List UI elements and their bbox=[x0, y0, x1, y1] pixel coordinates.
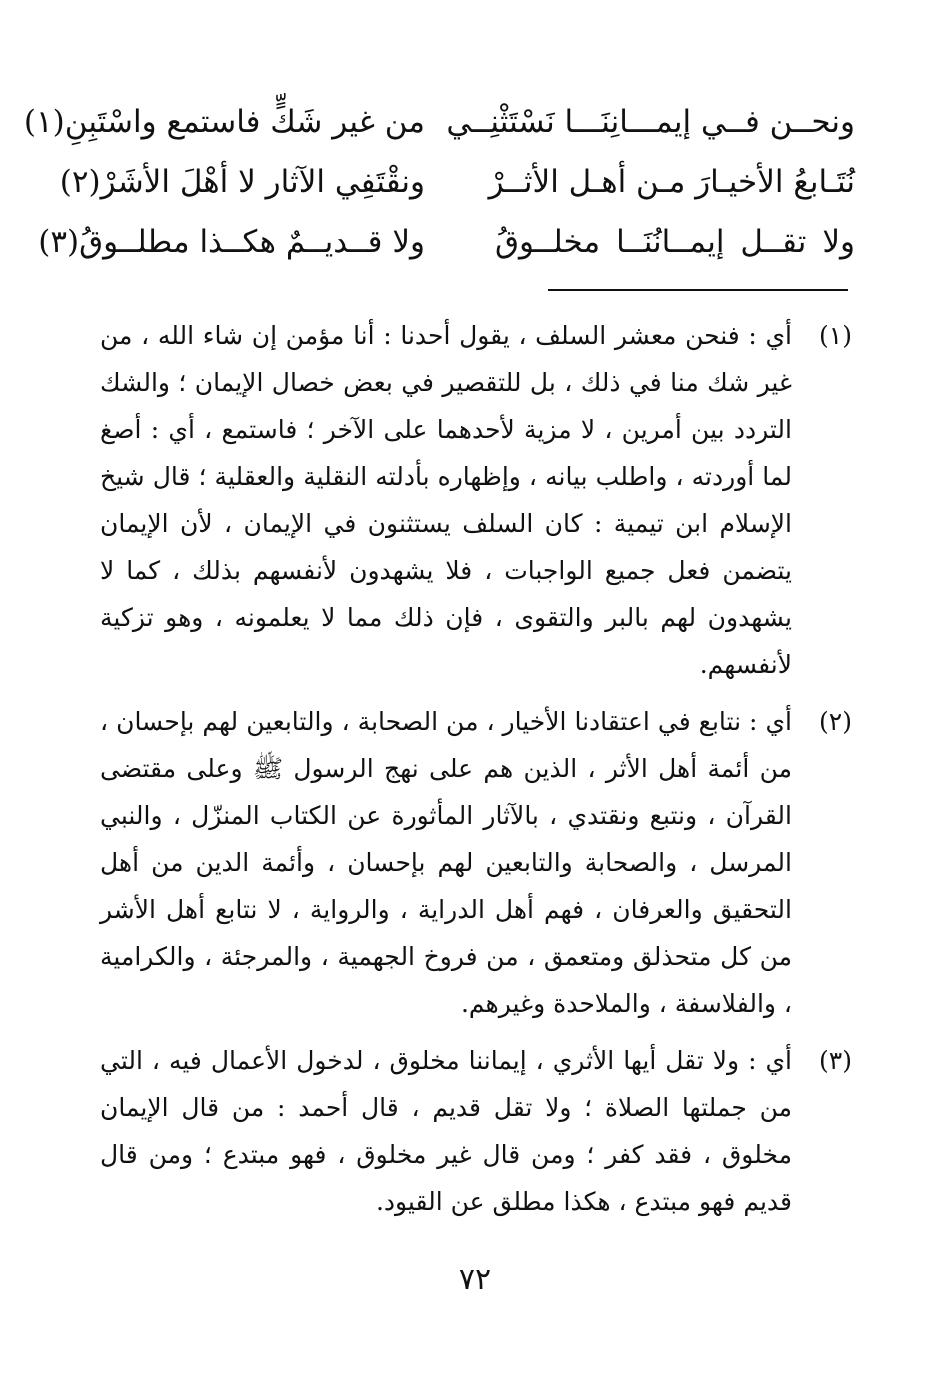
verse-first-hemistich: ولا تقــل إيمــانُنَــا مخلــوقُ bbox=[495, 224, 855, 260]
verse-second-hemistich: من غير شَكٍّ فاستمع واسْتَبِنِ(١) bbox=[23, 104, 425, 140]
footnote-text: أي : فنحن معشر السلف ، يقول أحدنا : أنا مؤمن إن شاء الله ، من غير شك منا في ذلك ، بل للتقصير في بعض خصال الإيمان ؛ والشك التردد بين أمرين ، لا مزية لأحدهما على الآخر ؛ فاستمع ، أي : أصغ لما أوردته ، واطلب بيانه ، وإظهاره بأدلته النقلية والعقلية ؛ قال شيخ الإسلام ابن تيمية : كان السلف يستثنون في الإيمان ، لأن الإيمان يتضمن فعل جميع الواجبات ، فلا يشهدون لأنفسهم بذلك ، كما لا يشهدون لهم بالبر والتقوى ، فإن ذلك مما لا يعلمونه ، وهو تزكية لأنفسهم. bbox=[100, 321, 793, 679]
footnote-number: (١) bbox=[819, 321, 852, 350]
verse-line bbox=[23, 92, 855, 152]
footnote-number: (٣) bbox=[819, 1046, 852, 1075]
verse-line bbox=[38, 212, 855, 272]
verse-line bbox=[59, 152, 855, 212]
footnote-number: (٢) bbox=[819, 707, 852, 736]
verse-first-hemistich: نُتَـابعُ الأخيـارَ مـن أهـل الأثــرْ bbox=[488, 164, 855, 200]
footnote bbox=[100, 698, 852, 1027]
page-number: ٧٢ bbox=[458, 1262, 492, 1297]
verse-second-hemistich: ولا قــديــمٌ هكــذا مطلــوقُ(٣) bbox=[38, 224, 425, 260]
poem-verses bbox=[23, 92, 855, 272]
footnote-text: أي : ولا تقل أيها الأثري ، إيماننا مخلوق ، لدخول الأعمال فيه ، التي من جملتها الصلاة ؛ ولا تقل قديم ، قال أحمد : من قال الإيمان مخلوق ، فقد كفر ؛ ومن قال غير مخلوق ، فهو مبتدع ؛ ومن قال قديم فهو مبتدع ، هكذا مطلق عن القيود. bbox=[100, 1046, 792, 1216]
verse-second-hemistich: ونقْتَفِي الآثار لا أهْلَ الأشَرْ(٢) bbox=[59, 164, 425, 200]
footnote-divider bbox=[548, 289, 848, 291]
footnote bbox=[100, 1037, 852, 1225]
footnotes bbox=[100, 312, 852, 1235]
verse-first-hemistich: ونحــن فــي إيمـــانِنَـــا نَسْتَثْنِــي bbox=[446, 104, 855, 140]
footnote bbox=[100, 312, 852, 688]
footnote-text: أي : نتابع في اعتقادنا الأخيار ، من الصحابة ، والتابعين لهم بإحسان ، من أئمة أهل الأثر ، الذين هم على نهج الرسول ﷺ وعلى مقتضى القرآن ، ونتبع ونقتدي ، بالآثار المأثورة عن الكتاب المنزّل ، والنبي المرسل ، والصحابة والتابعين لهم بإحسان ، وأئمة الدين من أهل التحقيق والعرفان ، فهم أهل الدراية ، والرواية ، لا نتابع أهل الأشر من كل متحذلق ومتعمق ، من فروخ الجهمية ، والمرجئة ، والكرامية ، والفلاسفة ، والملاحدة وغيرهم. bbox=[100, 707, 792, 1018]
